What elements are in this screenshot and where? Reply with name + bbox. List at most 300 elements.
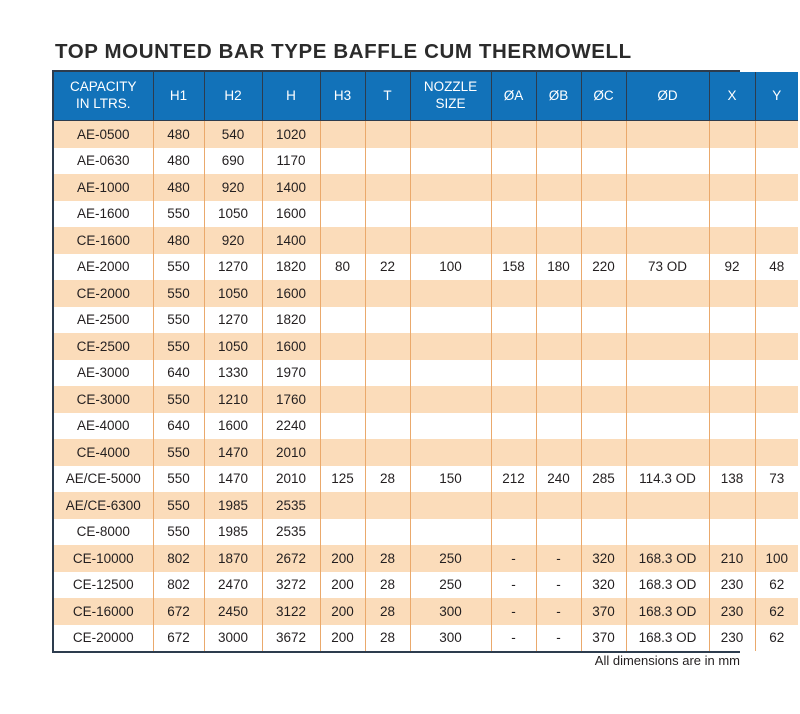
table-header: [54, 72, 798, 121]
cell-value: 1760: [262, 386, 320, 413]
cell-value: [536, 360, 581, 387]
cell-value: [410, 519, 491, 546]
column-header-line: T: [383, 87, 392, 103]
cell-value: [626, 307, 709, 334]
column-header-8: [536, 72, 581, 121]
cell-value: 370: [581, 625, 626, 652]
cell-value: [320, 386, 365, 413]
cell-value: [709, 280, 755, 307]
cell-value: [709, 201, 755, 228]
table-row: [54, 280, 798, 307]
cell-value: [581, 174, 626, 201]
cell-value: [320, 307, 365, 334]
cell-value: 73 OD: [626, 254, 709, 281]
cell-value: [755, 360, 798, 387]
cell-capacity: CE-3000: [54, 386, 153, 413]
column-header-line: Y: [772, 87, 782, 103]
cell-value: [626, 360, 709, 387]
table-body: [54, 121, 798, 652]
cell-value: [410, 439, 491, 466]
cell-value: 1820: [262, 254, 320, 281]
cell-value: 640: [153, 360, 204, 387]
cell-value: [755, 121, 798, 148]
cell-value: 2450: [204, 598, 262, 625]
cell-value: 62: [755, 598, 798, 625]
cell-value: [581, 519, 626, 546]
cell-value: [410, 280, 491, 307]
cell-value: [709, 519, 755, 546]
cell-value: 1400: [262, 174, 320, 201]
cell-value: [365, 307, 410, 334]
cell-value: 320: [581, 572, 626, 599]
cell-value: [491, 280, 536, 307]
cell-capacity: AE-3000: [54, 360, 153, 387]
cell-value: [491, 386, 536, 413]
cell-value: [365, 492, 410, 519]
cell-value: [410, 492, 491, 519]
cell-value: [755, 492, 798, 519]
cell-value: 1270: [204, 254, 262, 281]
cell-value: 1330: [204, 360, 262, 387]
cell-value: [626, 148, 709, 175]
cell-value: 230: [709, 598, 755, 625]
cell-value: 690: [204, 148, 262, 175]
cell-value: 80: [320, 254, 365, 281]
cell-value: -: [491, 545, 536, 572]
cell-capacity: AE-1600: [54, 201, 153, 228]
cell-value: 230: [709, 625, 755, 652]
cell-value: 2535: [262, 492, 320, 519]
cell-value: -: [536, 625, 581, 652]
cell-value: [320, 174, 365, 201]
cell-value: [491, 227, 536, 254]
cell-value: [536, 519, 581, 546]
column-header-line: ØC: [593, 87, 614, 103]
table-row: [54, 227, 798, 254]
cell-value: [491, 121, 536, 148]
table-row: [54, 545, 798, 572]
cell-value: [626, 174, 709, 201]
cell-value: [365, 174, 410, 201]
cell-value: [365, 280, 410, 307]
cell-value: [410, 148, 491, 175]
cell-value: 22: [365, 254, 410, 281]
cell-value: 1050: [204, 201, 262, 228]
cell-capacity: CE-16000: [54, 598, 153, 625]
cell-value: [709, 333, 755, 360]
cell-value: [491, 360, 536, 387]
cell-value: [709, 360, 755, 387]
cell-value: 1050: [204, 333, 262, 360]
cell-value: [755, 280, 798, 307]
cell-value: 1820: [262, 307, 320, 334]
cell-capacity: AE/CE-5000: [54, 466, 153, 493]
cell-value: 1270: [204, 307, 262, 334]
cell-value: 3122: [262, 598, 320, 625]
cell-capacity: AE-0500: [54, 121, 153, 148]
table-row: [54, 466, 798, 493]
cell-value: [581, 121, 626, 148]
cell-value: [581, 227, 626, 254]
column-header-7: [491, 72, 536, 121]
column-header-10: [626, 72, 709, 121]
cell-value: [581, 413, 626, 440]
cell-value: [626, 386, 709, 413]
cell-value: 370: [581, 598, 626, 625]
column-header-line: X: [727, 87, 737, 103]
cell-value: [709, 413, 755, 440]
cell-value: [626, 227, 709, 254]
table-row: [54, 492, 798, 519]
cell-value: 1985: [204, 492, 262, 519]
cell-value: [709, 121, 755, 148]
cell-value: [365, 413, 410, 440]
column-header-9: [581, 72, 626, 121]
cell-value: 62: [755, 572, 798, 599]
cell-value: 168.3 OD: [626, 545, 709, 572]
cell-value: [365, 227, 410, 254]
column-header-3: [262, 72, 320, 121]
cell-value: [410, 386, 491, 413]
cell-value: 550: [153, 439, 204, 466]
column-header-line: H: [286, 87, 296, 103]
cell-value: 540: [204, 121, 262, 148]
cell-value: 180: [536, 254, 581, 281]
cell-value: [536, 413, 581, 440]
cell-value: [709, 307, 755, 334]
cell-value: [536, 386, 581, 413]
cell-value: [581, 201, 626, 228]
cell-value: [755, 201, 798, 228]
cell-value: [491, 519, 536, 546]
cell-value: [581, 386, 626, 413]
cell-value: [410, 174, 491, 201]
cell-value: [410, 333, 491, 360]
cell-value: [320, 148, 365, 175]
cell-value: 285: [581, 466, 626, 493]
cell-value: [581, 148, 626, 175]
cell-value: [755, 227, 798, 254]
cell-value: -: [491, 572, 536, 599]
cell-value: 2672: [262, 545, 320, 572]
cell-capacity: CE-12500: [54, 572, 153, 599]
cell-value: 1470: [204, 466, 262, 493]
cell-value: [491, 439, 536, 466]
cell-value: 220: [581, 254, 626, 281]
cell-value: 168.3 OD: [626, 598, 709, 625]
cell-value: [410, 201, 491, 228]
cell-value: [320, 439, 365, 466]
cell-value: 28: [365, 598, 410, 625]
cell-value: 1470: [204, 439, 262, 466]
column-header-line: IN LTRS.: [75, 96, 131, 111]
table-row: [54, 360, 798, 387]
page-title: TOP MOUNTED BAR TYPE BAFFLE CUM THERMOWELL: [55, 40, 632, 63]
cell-value: 920: [204, 227, 262, 254]
cell-value: [581, 492, 626, 519]
cell-value: 158: [491, 254, 536, 281]
cell-value: [626, 519, 709, 546]
table-row: [54, 254, 798, 281]
table-row: [54, 307, 798, 334]
cell-value: [320, 201, 365, 228]
cell-value: 138: [709, 466, 755, 493]
cell-capacity: AE-2000: [54, 254, 153, 281]
cell-value: 28: [365, 545, 410, 572]
cell-value: 550: [153, 466, 204, 493]
cell-value: 28: [365, 466, 410, 493]
cell-value: 2240: [262, 413, 320, 440]
cell-value: 73: [755, 466, 798, 493]
cell-value: 300: [410, 598, 491, 625]
cell-value: 550: [153, 201, 204, 228]
cell-value: 250: [410, 545, 491, 572]
specification-table-container: [52, 70, 789, 653]
cell-value: -: [536, 545, 581, 572]
cell-value: 48: [755, 254, 798, 281]
cell-value: 125: [320, 466, 365, 493]
cell-value: [626, 492, 709, 519]
cell-value: [536, 333, 581, 360]
cell-value: [709, 148, 755, 175]
cell-value: [536, 280, 581, 307]
specification-table: [54, 72, 798, 651]
cell-value: 480: [153, 174, 204, 201]
column-header-line: H1: [169, 87, 188, 103]
cell-value: 300: [410, 625, 491, 652]
table-row: [54, 386, 798, 413]
column-header-line: ØD: [657, 87, 678, 103]
table-row: [54, 439, 798, 466]
cell-capacity: CE-2500: [54, 333, 153, 360]
cell-value: [709, 386, 755, 413]
cell-value: [491, 174, 536, 201]
table-row: [54, 174, 798, 201]
cell-capacity: CE-10000: [54, 545, 153, 572]
cell-value: [410, 413, 491, 440]
cell-capacity: AE-2500: [54, 307, 153, 334]
cell-value: [320, 519, 365, 546]
table-row: [54, 572, 798, 599]
table-row: [54, 413, 798, 440]
cell-value: [365, 386, 410, 413]
cell-value: [491, 413, 536, 440]
cell-value: [491, 148, 536, 175]
cell-value: 320: [581, 545, 626, 572]
cell-value: 1600: [262, 201, 320, 228]
cell-value: 1600: [262, 333, 320, 360]
cell-value: 550: [153, 333, 204, 360]
cell-value: 550: [153, 307, 204, 334]
cell-value: [536, 492, 581, 519]
cell-value: 1170: [262, 148, 320, 175]
cell-value: [320, 360, 365, 387]
cell-value: [410, 360, 491, 387]
cell-value: [709, 174, 755, 201]
cell-value: 230: [709, 572, 755, 599]
cell-value: [626, 439, 709, 466]
footnote-dimensions: All dimensions are in mm: [594, 653, 740, 668]
cell-value: [755, 413, 798, 440]
cell-value: [709, 227, 755, 254]
column-header-line: NOZZLE: [423, 79, 478, 95]
cell-value: [320, 227, 365, 254]
cell-value: [536, 307, 581, 334]
cell-value: [365, 439, 410, 466]
cell-capacity: CE-20000: [54, 625, 153, 652]
cell-value: [365, 201, 410, 228]
cell-value: 200: [320, 598, 365, 625]
cell-value: 114.3 OD: [626, 466, 709, 493]
cell-value: 1870: [204, 545, 262, 572]
table-row: [54, 598, 798, 625]
cell-value: [755, 439, 798, 466]
cell-value: [755, 174, 798, 201]
cell-value: 250: [410, 572, 491, 599]
table-row: [54, 148, 798, 175]
cell-value: [491, 307, 536, 334]
cell-value: [626, 121, 709, 148]
cell-value: 210: [709, 545, 755, 572]
cell-value: 200: [320, 625, 365, 652]
cell-value: [755, 307, 798, 334]
cell-value: [581, 439, 626, 466]
cell-value: 3000: [204, 625, 262, 652]
cell-value: [320, 121, 365, 148]
cell-value: 1970: [262, 360, 320, 387]
cell-value: [709, 492, 755, 519]
cell-value: 550: [153, 492, 204, 519]
cell-value: -: [491, 598, 536, 625]
cell-value: [491, 201, 536, 228]
cell-value: 62: [755, 625, 798, 652]
cell-value: [410, 227, 491, 254]
column-header-5: [365, 72, 410, 121]
cell-value: [365, 121, 410, 148]
cell-value: [755, 333, 798, 360]
cell-value: [320, 333, 365, 360]
column-header-1: [153, 72, 204, 121]
cell-value: [410, 121, 491, 148]
column-header-line: SIZE: [435, 96, 466, 111]
table-row: [54, 519, 798, 546]
cell-value: 550: [153, 386, 204, 413]
cell-value: 672: [153, 598, 204, 625]
cell-value: 550: [153, 280, 204, 307]
cell-value: 200: [320, 572, 365, 599]
cell-value: 168.3 OD: [626, 625, 709, 652]
cell-value: 550: [153, 519, 204, 546]
cell-capacity: AE/CE-6300: [54, 492, 153, 519]
cell-value: 150: [410, 466, 491, 493]
cell-value: [365, 519, 410, 546]
cell-value: 802: [153, 572, 204, 599]
column-header-0: [54, 72, 153, 121]
cell-value: [536, 227, 581, 254]
cell-value: 3672: [262, 625, 320, 652]
cell-value: [410, 307, 491, 334]
cell-value: 3272: [262, 572, 320, 599]
table-row: [54, 121, 798, 148]
cell-value: 1050: [204, 280, 262, 307]
cell-value: 28: [365, 625, 410, 652]
column-header-line: ØB: [548, 87, 569, 103]
cell-value: 200: [320, 545, 365, 572]
cell-value: [491, 333, 536, 360]
cell-value: 920: [204, 174, 262, 201]
cell-value: [755, 519, 798, 546]
column-header-11: [709, 72, 755, 121]
table-row: [54, 625, 798, 652]
table-header-row: [54, 72, 798, 121]
cell-value: [626, 201, 709, 228]
cell-value: 480: [153, 148, 204, 175]
cell-value: [709, 439, 755, 466]
cell-value: 1600: [204, 413, 262, 440]
cell-capacity: AE-0630: [54, 148, 153, 175]
cell-value: -: [491, 625, 536, 652]
column-header-6: [410, 72, 491, 121]
cell-value: [365, 333, 410, 360]
cell-value: -: [536, 572, 581, 599]
cell-value: 168.3 OD: [626, 572, 709, 599]
cell-value: 1020: [262, 121, 320, 148]
cell-value: 100: [755, 545, 798, 572]
cell-value: [536, 201, 581, 228]
cell-value: [536, 174, 581, 201]
cell-value: [626, 280, 709, 307]
cell-value: 2010: [262, 439, 320, 466]
column-header-4: [320, 72, 365, 121]
cell-capacity: CE-8000: [54, 519, 153, 546]
column-header-12: [755, 72, 798, 121]
cell-value: [626, 413, 709, 440]
cell-value: 100: [410, 254, 491, 281]
cell-value: [581, 333, 626, 360]
cell-value: [320, 492, 365, 519]
cell-value: [581, 307, 626, 334]
cell-value: 2010: [262, 466, 320, 493]
cell-value: 2535: [262, 519, 320, 546]
cell-value: [536, 148, 581, 175]
cell-value: [581, 360, 626, 387]
cell-capacity: CE-4000: [54, 439, 153, 466]
cell-value: [365, 148, 410, 175]
cell-capacity: AE-1000: [54, 174, 153, 201]
column-header-line: ØA: [503, 87, 524, 103]
cell-value: 550: [153, 254, 204, 281]
cell-value: 672: [153, 625, 204, 652]
cell-value: 240: [536, 466, 581, 493]
column-header-line: CAPACITY: [69, 79, 137, 95]
cell-capacity: AE-4000: [54, 413, 153, 440]
cell-value: [755, 148, 798, 175]
cell-value: [536, 121, 581, 148]
cell-value: 480: [153, 121, 204, 148]
cell-value: [536, 439, 581, 466]
cell-capacity: CE-2000: [54, 280, 153, 307]
cell-value: 1210: [204, 386, 262, 413]
cell-value: 28: [365, 572, 410, 599]
table-row: [54, 333, 798, 360]
cell-value: 1985: [204, 519, 262, 546]
cell-value: -: [536, 598, 581, 625]
cell-value: [491, 492, 536, 519]
cell-value: 2470: [204, 572, 262, 599]
column-header-2: [204, 72, 262, 121]
cell-capacity: CE-1600: [54, 227, 153, 254]
cell-value: [581, 280, 626, 307]
